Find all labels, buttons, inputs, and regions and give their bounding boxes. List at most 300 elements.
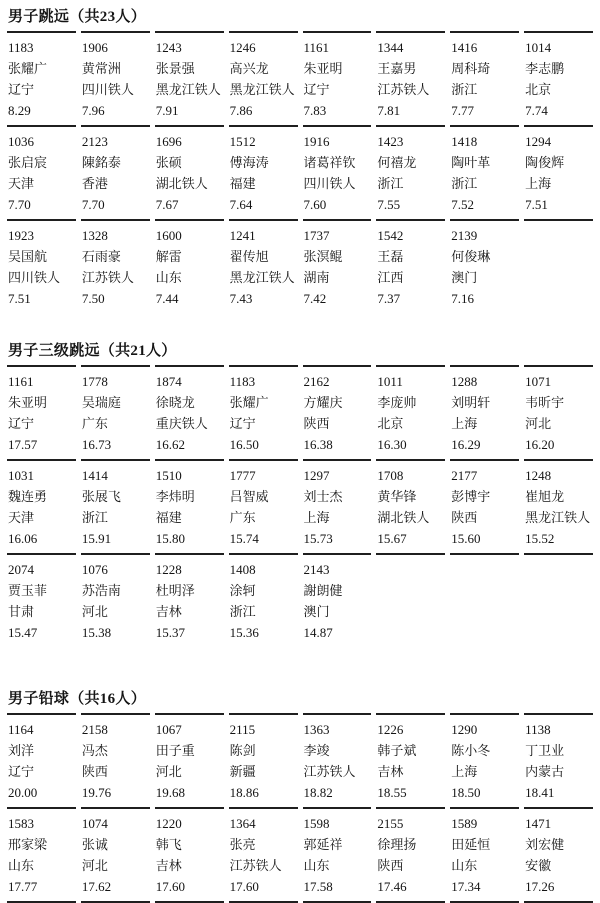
athlete-name: 吴瑞庭 [81, 395, 121, 410]
athlete-team: 甘肃 [8, 604, 35, 619]
athlete-team: 湖北铁人 [377, 510, 430, 525]
athlete-name: 刘士杰 [303, 489, 343, 504]
athlete-team: 天津 [8, 510, 35, 525]
athlete-cell [7, 807, 76, 903]
empty-cell [524, 553, 593, 647]
athlete-team: 四川铁人 [303, 176, 356, 191]
athlete-name: 张耀广 [229, 395, 269, 410]
athlete-cell [524, 365, 593, 459]
athlete-team: 吉林 [377, 764, 404, 779]
athlete-name: 苏浩南 [81, 583, 121, 598]
athlete-team: 陕西 [451, 510, 478, 525]
athlete-result: 7.74 [525, 103, 548, 118]
athlete-cell [376, 219, 445, 313]
athlete-team: 湖南 [303, 270, 330, 285]
athlete-name: 王磊 [377, 249, 404, 264]
athlete-result: 16.50 [229, 437, 259, 452]
athlete-team: 河北 [155, 764, 182, 779]
athlete-name: 张诚 [81, 837, 108, 852]
athlete-team: 河北 [525, 416, 552, 431]
athlete-result: 17.62 [81, 879, 112, 894]
athlete-name: 陶叶革 [451, 155, 491, 170]
athlete-bib: 1138 [525, 722, 551, 737]
athlete-name: 郭延祥 [303, 837, 343, 852]
athlete-bib: 1074 [81, 816, 108, 831]
athlete-result: 7.55 [377, 197, 401, 212]
athlete-name: 丁卫业 [525, 743, 565, 758]
athlete-name: 张溟鲲 [303, 249, 343, 264]
athlete-name: 诸葛祥钦 [303, 155, 356, 170]
athlete-bib: 2115 [229, 722, 256, 737]
athlete-result: 17.26 [525, 879, 555, 894]
athlete-result: 18.86 [229, 785, 259, 800]
athlete-team: 北京 [377, 416, 404, 431]
athlete-team: 四川铁人 [81, 82, 134, 97]
athlete-cell [7, 31, 76, 125]
athlete-bib: 1226 [377, 722, 404, 737]
athlete-name: 解雷 [155, 249, 182, 264]
athlete-result: 15.91 [81, 531, 112, 546]
athlete-name: 邢家梁 [8, 837, 48, 852]
athlete-result: 16.38 [303, 437, 333, 452]
athlete-cell [303, 713, 372, 807]
athlete-bib: 1328 [81, 228, 108, 243]
athlete-name: 张启宸 [8, 155, 48, 170]
athlete-result: 16.06 [8, 531, 38, 546]
athlete-result: 7.51 [525, 197, 548, 212]
athlete-cell [229, 219, 298, 313]
athlete-bib: 1778 [81, 374, 108, 389]
athlete-cell [229, 31, 298, 125]
athlete-team: 黑龙江铁人 [229, 270, 295, 285]
athlete-team: 山东 [451, 858, 478, 873]
athlete-result: 18.41 [525, 785, 555, 800]
athlete-cell [155, 713, 224, 807]
athlete-result: 15.37 [155, 625, 185, 640]
athlete-name: 李庞帅 [377, 395, 417, 410]
athlete-name: 韦昕宇 [525, 395, 565, 410]
athlete-cell [450, 459, 519, 553]
athlete-team: 四川铁人 [8, 270, 61, 285]
athlete-result: 19.68 [155, 785, 185, 800]
athlete-cell [229, 807, 298, 903]
athlete-cell [229, 713, 298, 807]
athlete-bib: 2074 [8, 562, 34, 577]
result-row [7, 125, 593, 219]
athlete-name: 贾玉菲 [8, 583, 48, 598]
athlete-bib: 1071 [525, 374, 552, 389]
athlete-bib: 1031 [8, 468, 34, 483]
athlete-team: 浙江 [81, 510, 108, 525]
section-shot-put [2, 687, 598, 903]
athlete-bib: 1923 [8, 228, 34, 243]
athlete-team: 新疆 [229, 764, 256, 779]
athlete-cell [155, 125, 224, 219]
athlete-name: 张亮 [229, 837, 256, 852]
athlete-bib: 1471 [525, 816, 552, 831]
athlete-bib: 1344 [377, 40, 404, 55]
athlete-team: 澳门 [303, 604, 330, 619]
athlete-result: 14.87 [303, 625, 333, 640]
athlete-result: 7.70 [8, 197, 31, 212]
athlete-bib: 1510 [155, 468, 182, 483]
athlete-name: 黄华锋 [377, 489, 417, 504]
athlete-team: 河北 [81, 604, 108, 619]
athlete-team: 北京 [525, 82, 552, 97]
athlete-cell [7, 553, 76, 647]
athlete-bib: 1777 [229, 468, 256, 483]
athlete-result: 19.76 [81, 785, 112, 800]
athlete-name: 李炜明 [155, 489, 195, 504]
athlete-team: 辽宁 [8, 764, 35, 779]
athlete-result: 16.29 [451, 437, 481, 452]
athlete-team: 辽宁 [8, 82, 35, 97]
athlete-cell [81, 459, 150, 553]
athlete-name: 黄常洲 [81, 61, 121, 76]
athlete-result: 15.38 [81, 625, 112, 640]
athlete-bib: 1076 [81, 562, 108, 577]
athlete-bib: 1183 [8, 40, 34, 55]
athlete-name: 陈小冬 [451, 743, 491, 758]
athlete-bib: 1036 [8, 134, 34, 149]
athlete-team: 广东 [81, 416, 108, 431]
athlete-bib: 2155 [377, 816, 404, 831]
athlete-bib: 1183 [229, 374, 256, 389]
athlete-cell [229, 365, 298, 459]
athlete-team: 安徽 [525, 858, 552, 873]
empty-cell [524, 219, 593, 313]
athlete-team: 黑龙江铁人 [525, 510, 591, 525]
athlete-name: 翟传旭 [229, 249, 269, 264]
athlete-name: 张景强 [155, 61, 195, 76]
athlete-bib: 1161 [303, 40, 330, 55]
results-table [2, 365, 598, 647]
athlete-team: 湖北铁人 [155, 176, 208, 191]
athlete-cell [229, 125, 298, 219]
athlete-name: 韩子斌 [377, 743, 417, 758]
athlete-cell [81, 125, 150, 219]
athlete-team: 黑龙江铁人 [229, 82, 295, 97]
athlete-result: 15.52 [525, 531, 555, 546]
athlete-name: 刘明轩 [451, 395, 491, 410]
athlete-team: 浙江 [377, 176, 404, 191]
athlete-team: 上海 [525, 176, 552, 191]
athlete-bib: 1423 [377, 134, 404, 149]
athlete-name: 石雨豪 [81, 249, 121, 264]
athlete-name: 彭博宇 [451, 489, 491, 504]
athlete-name: 张硕 [155, 155, 182, 170]
athlete-cell [450, 807, 519, 903]
athlete-team: 山东 [303, 858, 330, 873]
athlete-name: 吕智威 [229, 489, 269, 504]
result-row [7, 459, 593, 553]
athlete-bib: 1708 [377, 468, 404, 483]
athlete-team: 香港 [81, 176, 108, 191]
athlete-bib: 1241 [229, 228, 256, 243]
athlete-name: 何俊琳 [451, 249, 491, 264]
athlete-bib: 1243 [155, 40, 182, 55]
athlete-cell [81, 553, 150, 647]
empty-cell [450, 553, 519, 647]
athlete-cell [7, 365, 76, 459]
athlete-bib: 1416 [451, 40, 478, 55]
athlete-team: 陕西 [377, 858, 404, 873]
athlete-cell [376, 365, 445, 459]
athlete-bib: 2139 [451, 228, 478, 243]
athlete-team: 浙江 [451, 82, 478, 97]
section-title: 男子跳远（共23人） [8, 9, 147, 25]
athlete-team: 浙江 [451, 176, 478, 191]
athlete-result: 7.96 [81, 103, 105, 118]
athlete-result: 7.44 [155, 291, 179, 306]
athlete-cell [155, 219, 224, 313]
athlete-team: 上海 [451, 764, 478, 779]
athlete-cell [155, 807, 224, 903]
athlete-result: 15.80 [155, 531, 185, 546]
athlete-bib: 2177 [451, 468, 478, 483]
athlete-team: 辽宁 [229, 416, 256, 431]
athlete-bib: 1228 [155, 562, 182, 577]
athlete-bib: 1589 [451, 816, 478, 831]
athlete-cell [7, 713, 76, 807]
athlete-team: 吉林 [155, 858, 182, 873]
athlete-name: 张展飞 [81, 489, 121, 504]
athlete-cell [155, 365, 224, 459]
result-row [7, 713, 593, 807]
athlete-team: 江苏铁人 [377, 82, 430, 97]
athlete-cell [155, 553, 224, 647]
athlete-cell [155, 31, 224, 125]
athlete-team: 吉林 [155, 604, 182, 619]
athlete-cell [524, 459, 593, 553]
athlete-team: 江苏铁人 [303, 764, 356, 779]
athlete-result: 17.60 [229, 879, 259, 894]
athlete-result: 18.55 [377, 785, 407, 800]
athlete-name: 高兴龙 [229, 61, 269, 76]
athlete-bib: 1414 [81, 468, 108, 483]
athlete-name: 徐理扬 [377, 837, 417, 852]
athlete-name: 冯杰 [81, 743, 108, 758]
athlete-bib: 1408 [229, 562, 256, 577]
athlete-result: 17.58 [303, 879, 333, 894]
athlete-result: 7.77 [451, 103, 474, 118]
athlete-cell [376, 125, 445, 219]
athlete-team: 天津 [8, 176, 35, 191]
athlete-cell [524, 31, 593, 125]
athlete-team: 广东 [229, 510, 256, 525]
athlete-result: 17.34 [451, 879, 481, 894]
athlete-team: 上海 [303, 510, 330, 525]
athlete-cell [303, 459, 372, 553]
athlete-bib: 1246 [229, 40, 256, 55]
athlete-team: 山东 [8, 858, 35, 873]
athlete-cell [81, 807, 150, 903]
athlete-name: 涂轲 [229, 583, 256, 598]
athlete-result: 16.20 [525, 437, 555, 452]
athlete-name: 傅海涛 [229, 155, 269, 170]
athlete-team: 河北 [81, 858, 108, 873]
athlete-bib: 1598 [303, 816, 330, 831]
athlete-result: 15.73 [303, 531, 333, 546]
athlete-bib: 1737 [303, 228, 330, 243]
athlete-cell [303, 365, 372, 459]
athlete-result: 7.64 [229, 197, 253, 212]
athlete-cell [376, 459, 445, 553]
results-table [2, 31, 598, 313]
athlete-cell [81, 219, 150, 313]
athlete-name: 陶俊辉 [525, 155, 565, 170]
athlete-team: 陕西 [303, 416, 330, 431]
athlete-team: 江西 [377, 270, 404, 285]
athlete-cell [7, 219, 76, 313]
athlete-result: 15.60 [451, 531, 481, 546]
athlete-team: 陕西 [81, 764, 108, 779]
athlete-cell [450, 125, 519, 219]
athlete-result: 18.82 [303, 785, 333, 800]
result-row [7, 807, 593, 903]
athlete-team: 江苏铁人 [229, 858, 282, 873]
section-triple-jump [2, 339, 598, 647]
athlete-team: 黑龙江铁人 [155, 82, 221, 97]
athlete-team: 辽宁 [303, 82, 330, 97]
athlete-result: 20.00 [8, 785, 38, 800]
athlete-bib: 1916 [303, 134, 330, 149]
athlete-cell [7, 459, 76, 553]
athlete-name: 朱亚明 [8, 395, 48, 410]
athlete-bib: 1161 [8, 374, 34, 389]
athlete-result: 7.86 [229, 103, 253, 118]
athlete-result: 7.51 [8, 291, 31, 306]
result-row [7, 553, 593, 647]
athlete-name: 韩飞 [155, 837, 182, 852]
athlete-team: 福建 [155, 510, 182, 525]
athlete-bib: 1542 [377, 228, 404, 243]
athlete-result: 16.62 [155, 437, 185, 452]
athlete-team: 内蒙古 [525, 764, 565, 779]
athlete-bib: 1874 [155, 374, 182, 389]
athlete-name: 田延恒 [451, 837, 491, 852]
athlete-bib: 1512 [229, 134, 256, 149]
athlete-name: 陈剑 [229, 743, 256, 758]
athlete-bib: 1600 [155, 228, 182, 243]
athlete-cell [81, 31, 150, 125]
athlete-result: 17.57 [8, 437, 38, 452]
athlete-bib: 1906 [81, 40, 108, 55]
athlete-cell [229, 553, 298, 647]
athlete-bib: 1290 [451, 722, 478, 737]
athlete-result: 7.60 [303, 197, 327, 212]
athlete-cell [450, 31, 519, 125]
athlete-cell [81, 365, 150, 459]
result-row [7, 31, 593, 125]
athlete-cell [303, 219, 372, 313]
athlete-name: 徐晓龙 [155, 395, 195, 410]
athlete-cell [524, 713, 593, 807]
athlete-cell [303, 807, 372, 903]
athlete-result: 16.73 [81, 437, 112, 452]
athlete-bib: 1364 [229, 816, 256, 831]
athlete-bib: 2158 [81, 722, 108, 737]
athlete-result: 7.91 [155, 103, 179, 118]
athlete-bib: 2123 [81, 134, 108, 149]
athlete-cell [450, 219, 519, 313]
athlete-name: 吴国航 [8, 249, 48, 264]
section-title: 男子三级跳远（共21人） [8, 343, 177, 359]
athlete-result: 7.43 [229, 291, 253, 306]
athlete-result: 15.67 [377, 531, 407, 546]
athlete-bib: 1220 [155, 816, 182, 831]
athlete-result: 7.81 [377, 103, 401, 118]
athlete-name: 周科琦 [451, 61, 491, 76]
athlete-cell [376, 31, 445, 125]
athlete-name: 朱亚明 [303, 61, 343, 76]
athlete-name: 田子重 [155, 743, 195, 758]
results-table [2, 713, 598, 903]
athlete-cell [229, 459, 298, 553]
athlete-cell [450, 365, 519, 459]
athlete-bib: 1067 [155, 722, 182, 737]
athlete-bib: 1363 [303, 722, 330, 737]
athlete-bib: 1011 [377, 374, 403, 389]
result-row [7, 365, 593, 459]
athlete-bib: 1696 [155, 134, 182, 149]
athlete-bib: 1164 [8, 722, 34, 737]
section-title: 男子铅球（共16人） [8, 691, 147, 707]
athlete-name: 崔旭龙 [525, 489, 565, 504]
athlete-result: 7.42 [303, 291, 327, 306]
athlete-result: 7.67 [155, 197, 179, 212]
athlete-cell [450, 713, 519, 807]
athlete-result: 7.37 [377, 291, 401, 306]
athlete-team: 浙江 [229, 604, 256, 619]
athlete-name: 陳銘泰 [81, 155, 121, 170]
athlete-team: 山东 [155, 270, 182, 285]
athlete-name: 刘宏健 [525, 837, 565, 852]
athlete-name: 李志鹏 [525, 61, 565, 76]
athlete-cell [81, 713, 150, 807]
athlete-result: 15.47 [8, 625, 38, 640]
athlete-team: 上海 [451, 416, 478, 431]
athlete-bib: 1294 [525, 134, 552, 149]
athlete-cell [303, 125, 372, 219]
athlete-bib: 1014 [525, 40, 552, 55]
athlete-result: 7.83 [303, 103, 327, 118]
athlete-team: 辽宁 [8, 416, 35, 431]
athlete-cell [303, 31, 372, 125]
athlete-name: 李竣 [303, 743, 330, 758]
athlete-team: 澳门 [451, 270, 478, 285]
athlete-bib: 2162 [303, 374, 330, 389]
athlete-bib: 1418 [451, 134, 478, 149]
athlete-cell [7, 125, 76, 219]
athlete-result: 17.77 [8, 879, 38, 894]
athlete-name: 刘洋 [8, 743, 35, 758]
athlete-result: 7.50 [81, 291, 105, 306]
athlete-result: 7.16 [451, 291, 474, 306]
athlete-cell [524, 125, 593, 219]
athlete-cell [524, 807, 593, 903]
athlete-team: 福建 [229, 176, 256, 191]
athlete-result: 7.52 [451, 197, 474, 212]
athlete-result: 16.30 [377, 437, 407, 452]
empty-cell [376, 553, 445, 647]
athlete-name: 何禧龙 [377, 155, 417, 170]
athlete-result: 7.70 [81, 197, 105, 212]
athlete-result: 17.60 [155, 879, 185, 894]
athlete-result: 8.29 [8, 103, 31, 118]
athlete-result: 17.46 [377, 879, 407, 894]
athlete-bib: 1288 [451, 374, 478, 389]
